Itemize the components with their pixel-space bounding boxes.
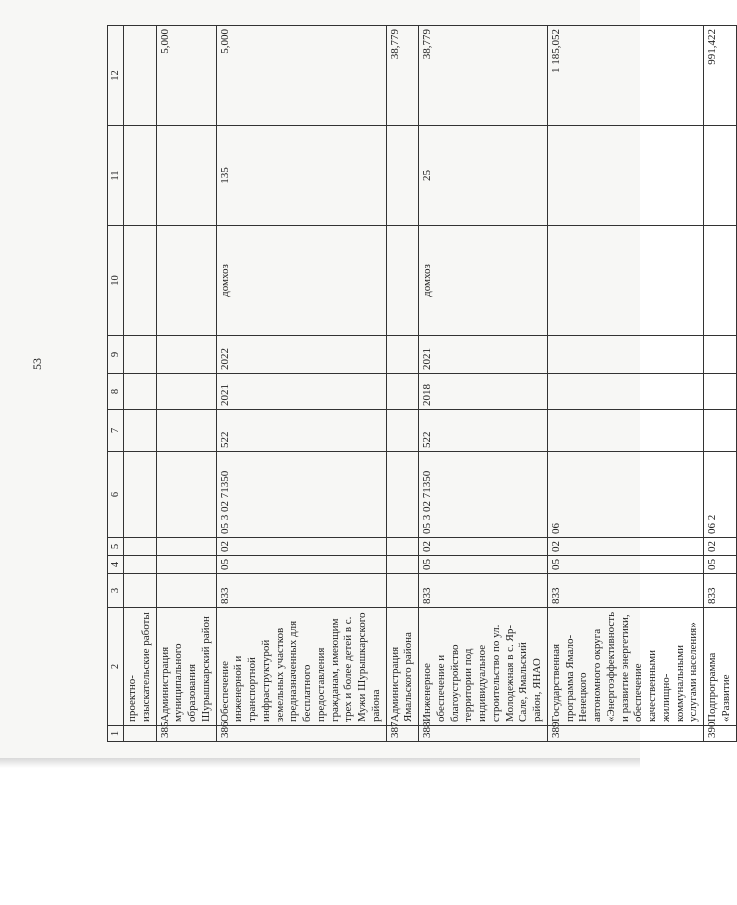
table-cell (156, 538, 216, 556)
row-number-cell: 387 (386, 726, 419, 742)
amount-cell: 38,779 (386, 26, 419, 126)
table-cell: 522 (419, 410, 548, 452)
amount-cell: 38,779 (419, 26, 548, 126)
table-cell (386, 556, 419, 574)
amount-cell: 1 185,052 (547, 26, 703, 126)
table-cell: 05 (216, 556, 386, 574)
amount-cell: 991,422 (704, 26, 737, 126)
table-cell (156, 126, 216, 226)
table-cell: 833 (704, 574, 737, 608)
table-cell: 02 (419, 538, 548, 556)
header-cell: 11 (108, 126, 124, 226)
table-cell (124, 452, 157, 538)
table-cell (124, 374, 157, 410)
table-cell (156, 374, 216, 410)
table-cell (156, 226, 216, 336)
row-number-cell: 389 (547, 726, 703, 742)
table-cell: домхоз (419, 226, 548, 336)
description-cell: Подпрограмма «Развитие (704, 608, 737, 726)
table-cell (547, 410, 703, 452)
table-cell: 05 (419, 556, 548, 574)
table-cell: 135 (216, 126, 386, 226)
table-cell: 06 (547, 452, 703, 538)
description-cell: Инженерное обеспечение и благоустройство территории под индивидуальное строительство по ул. Молодежная в с. Яр-Сале, Ямальский район, ЯНАО (419, 608, 548, 726)
description-cell: Государственная программа Ямало-Ненецкого автономного округа «Энергоэффективность и развитие энергетики, обеспечение качественными жилищно-коммунальными услугами населения» (547, 608, 703, 726)
table-cell (386, 336, 419, 374)
table-cell: 25 (419, 126, 548, 226)
table-cell (386, 538, 419, 556)
table-cell (124, 410, 157, 452)
table-cell (386, 574, 419, 608)
table-cell: 2021 (216, 374, 386, 410)
table-cell (124, 226, 157, 336)
table-cell: 02 (704, 538, 737, 556)
table-cell (386, 374, 419, 410)
header-cell: 10 (108, 226, 124, 336)
table-row (386, 26, 419, 742)
row-number-cell (124, 726, 157, 742)
description-cell: проектно-изыскательские работы (124, 608, 157, 726)
description-cell: Администрация Ямальского района (386, 608, 419, 726)
table-cell (124, 538, 157, 556)
description-cell: Обеспечение инженерной и транспортной инфраструктурой земельных участков предназначенных для бесплатного предоставления гражданам, имеющим трех и более детей в с. Мужи Шурышкарского района (216, 608, 386, 726)
table-cell: 05 (547, 556, 703, 574)
table-cell (386, 126, 419, 226)
table-cell: 06 2 (704, 452, 737, 538)
table-header-row (108, 26, 124, 742)
table-cell: 522 (216, 410, 386, 452)
table-row (419, 26, 548, 742)
table-cell: 2018 (419, 374, 548, 410)
table-cell (704, 410, 737, 452)
amount-cell (124, 26, 157, 126)
table-cell: 05 3 02 71350 (419, 452, 548, 538)
table-cell (386, 452, 419, 538)
header-cell: 7 (108, 410, 124, 452)
header-cell: 2 (108, 608, 124, 726)
row-number-cell: 388 (419, 726, 548, 742)
table-cell (156, 336, 216, 374)
table-cell (704, 374, 737, 410)
budget-table (107, 25, 737, 742)
table-row (156, 26, 216, 742)
table-cell (156, 574, 216, 608)
header-cell: 3 (108, 574, 124, 608)
table-cell (156, 556, 216, 574)
table-cell (124, 336, 157, 374)
header-cell: 6 (108, 452, 124, 538)
page-bottom-shadow (0, 758, 640, 768)
header-cell: 8 (108, 374, 124, 410)
row-number-cell: 390 (704, 726, 737, 742)
table-cell: 833 (547, 574, 703, 608)
table-cell (704, 226, 737, 336)
table-cell (124, 126, 157, 226)
table-row (216, 26, 386, 742)
table-cell: 2021 (419, 336, 548, 374)
table-cell: 05 3 02 71350 (216, 452, 386, 538)
table-cell (704, 126, 737, 226)
table-cell (124, 574, 157, 608)
header-cell: 1 (108, 726, 124, 742)
row-number-cell: 386 (216, 726, 386, 742)
header-cell: 4 (108, 556, 124, 574)
table-cell (386, 226, 419, 336)
header-cell: 9 (108, 336, 124, 374)
table-cell (704, 336, 737, 374)
table-cell (547, 374, 703, 410)
table-cell (547, 336, 703, 374)
table-cell (156, 452, 216, 538)
table-cell: домхоз (216, 226, 386, 336)
table-cell: 05 (704, 556, 737, 574)
amount-cell: 5,000 (156, 26, 216, 126)
table-cell (547, 226, 703, 336)
page-number: 53 (30, 358, 44, 370)
header-cell: 5 (108, 538, 124, 556)
table-cell (124, 556, 157, 574)
amount-cell: 5,000 (216, 26, 386, 126)
table-cell (386, 410, 419, 452)
table-cell: 833 (419, 574, 548, 608)
table-cell: 2022 (216, 336, 386, 374)
table-cell (156, 410, 216, 452)
header-cell: 12 (108, 26, 124, 126)
table-cell: 02 (216, 538, 386, 556)
rotated-table-wrapper (107, 26, 732, 742)
row-number-cell: 385 (156, 726, 216, 742)
table-cell (547, 126, 703, 226)
table-row (704, 26, 737, 742)
description-cell: Администрация муниципального образования Шурышкарский район (156, 608, 216, 726)
table-row (124, 26, 157, 742)
table-cell: 02 (547, 538, 703, 556)
table-cell: 833 (216, 574, 386, 608)
table-row (547, 26, 703, 742)
